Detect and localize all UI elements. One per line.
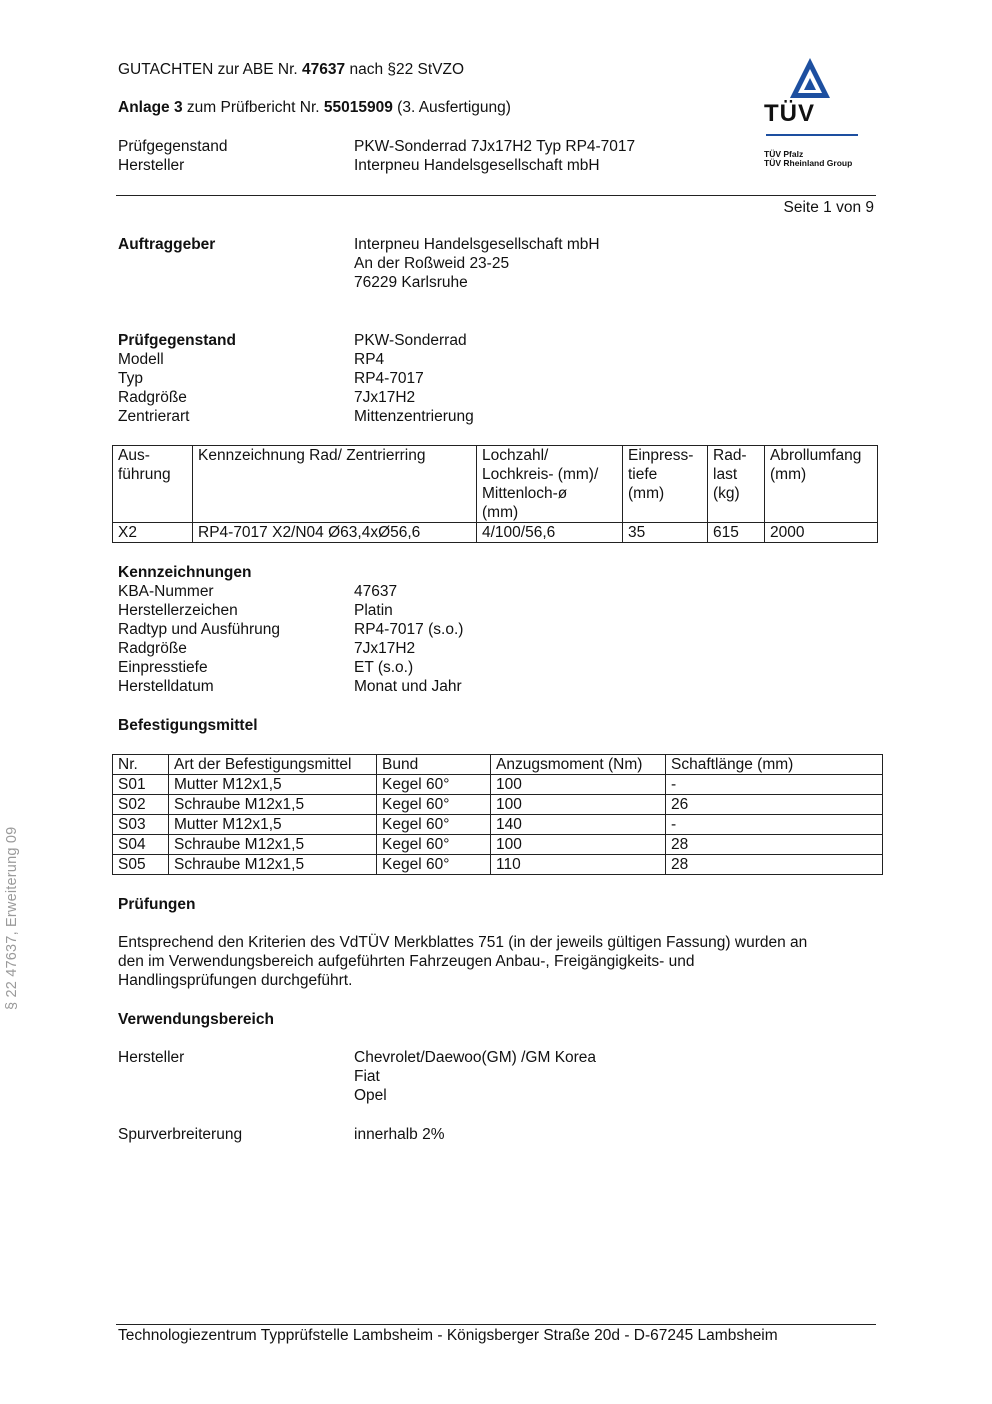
pruefungen-title: Prüfungen [118,896,196,913]
pruef-label: Prüfgegenstand [118,332,236,349]
list-label: Herstelldatum [118,678,214,695]
pruef-value: 7Jx17H2 [354,389,416,406]
hersteller-value: Chevrolet/Daewoo(GM) /GM Korea [354,1049,597,1066]
table-cell: 26 [666,795,883,815]
tuv-line1: TÜV Pfalz [764,149,804,159]
table-cell: Schraube M12x1,5 [169,855,377,875]
table-row [113,855,883,875]
pruefungen-text [118,933,888,990]
table-cell: 28 [666,835,883,855]
header-value: Interpneu Handelsgesellschaft mbH [354,157,600,174]
header-cell: Anzugsmoment (Nm) [491,755,666,775]
header-cell: Art der Befestigungsmittel [169,755,377,775]
table-cell: S02 [113,795,169,815]
list-value: 7Jx17H2 [354,640,416,657]
table-cell: Kegel 60° [377,835,491,855]
auftraggeber-block [118,235,600,292]
pruef-row [118,331,474,350]
pruefgegenstand-block [118,331,474,426]
tuv-logo [758,54,876,174]
list-value: ET (s.o.) [354,659,414,676]
header-label: Hersteller [118,157,185,174]
list-label: KBA-Nummer [118,583,214,600]
pruef-value: Mittenzentrierung [354,408,474,425]
table-cell: Mutter M12x1,5 [169,815,377,835]
wheel-table [112,445,878,543]
header-cell: Abrollumfang (mm) [765,446,878,523]
table-cell: 110 [491,855,666,875]
table-cell: 4/100/56,6 [477,523,623,543]
pruef-value: PKW-Sonderrad [354,332,467,349]
hersteller-row [118,1086,596,1105]
befestigung-title: Befestigungsmittel [118,717,258,734]
verwendungsbereich-title: Verwendungsbereich [118,1011,274,1028]
table-cell: 140 [491,815,666,835]
report-number: 55015909 [323,99,393,116]
pruef-row [118,350,474,369]
hersteller-value: Fiat [354,1068,380,1085]
table-cell: Kegel 60° [377,795,491,815]
kennzeichnungen-title: Kennzeichnungen [118,564,252,581]
footer-divider [116,1324,876,1325]
pruef-row [118,369,474,388]
table-cell: Kegel 60° [377,815,491,835]
table-cell: - [666,775,883,795]
table-cell: S04 [113,835,169,855]
table-cell: 100 [491,795,666,815]
list-item [118,658,463,677]
list-value: RP4-7017 (s.o.) [354,621,464,638]
header-cell: Schaftlänge (mm) [666,755,883,775]
table-cell: Kegel 60° [377,775,491,795]
pruef-label: Typ [118,370,143,387]
fastener-table-header [113,755,883,775]
list-value: Platin [354,602,393,619]
spur-block [118,1125,444,1144]
table-cell: 100 [491,835,666,855]
list-label: Herstellerzeichen [118,602,238,619]
pruef-row [118,407,474,426]
table-cell: S01 [113,775,169,795]
pruef-label: Modell [118,351,164,368]
table-cell: 100 [491,775,666,795]
table-cell: 615 [708,523,765,543]
footer-text: Technologiezentrum Typprüfstelle Lambsheim - Königsberger Straße 20d - D-67245 Lambsheim [118,1327,778,1344]
list-item [118,677,463,696]
hersteller-block [118,1048,596,1105]
auftraggeber-name: Interpneu Handelsgesellschaft mbH [354,236,600,253]
pruef-label: Radgröße [118,389,187,406]
annex-label: Anlage 3 [118,99,183,116]
list-label: Radgröße [118,640,187,657]
pruef-value: RP4 [354,351,385,368]
table-cell: S03 [113,815,169,835]
auftraggeber-label: Auftraggeber [118,236,216,253]
table-row [113,775,883,795]
page-number: Seite 1 von 9 [783,199,874,216]
table-cell: Mutter M12x1,5 [169,775,377,795]
table-row [113,523,878,543]
spur-label: Spurverbreiterung [118,1126,243,1143]
table-cell: X2 [113,523,193,543]
auftraggeber-row [118,273,600,292]
fastener-table [112,754,883,875]
report-annex [118,98,511,117]
header-cell: Aus- führung [113,446,193,523]
header-label: Prüfgegenstand [118,138,228,155]
tuv-brand: TÜV [764,100,815,127]
header-cell: Rad- last (kg) [708,446,765,523]
table-cell: 35 [623,523,708,543]
header-info [118,137,635,175]
header-row [118,137,635,156]
annex-mid: zum Prüfbericht Nr. [186,99,320,116]
abe-number: 47637 [302,61,346,78]
table-row [113,835,883,855]
hersteller-label: Hersteller [118,1049,185,1066]
table-cell: Schraube M12x1,5 [169,795,377,815]
table-cell: - [666,815,883,835]
title-suffix: nach §22 StVZO [349,61,465,78]
spur-value: innerhalb 2% [354,1126,445,1143]
pruef-row [118,388,474,407]
hersteller-row [118,1067,596,1086]
side-note: § 22 47637, Erweiterung 09 [4,826,20,1010]
header-cell: Nr. [113,755,169,775]
header-cell: Bund [377,755,491,775]
header-value: PKW-Sonderrad 7Jx17H2 Typ RP4-7017 [354,138,636,155]
report-title [118,60,464,79]
table-cell: 2000 [765,523,878,543]
list-value: 47637 [354,583,398,600]
table-cell: 28 [666,855,883,875]
auftraggeber-row [118,254,600,273]
header-divider [116,195,876,196]
hersteller-row [118,1048,596,1067]
tuv-line2: TÜV Rheinland Group [764,158,853,168]
list-item [118,582,463,601]
paragraph-line: Entsprechend den Kriterien des VdTÜV Merkblattes 751 (in der jeweils gültigen Fassung) wurden an [118,934,808,951]
paragraph-line: Handlingsprüfungen durchgeführt. [118,972,353,989]
list-item [118,639,463,658]
list-item [118,601,463,620]
annex-suffix: (3. Ausfertigung) [397,99,511,116]
list-label: Radtyp und Ausführung [118,621,281,638]
list-value: Monat und Jahr [354,678,462,695]
wheel-table-header [113,446,878,523]
pruef-label: Zentrierart [118,408,190,425]
table-cell: Schraube M12x1,5 [169,835,377,855]
title-prefix: GUTACHTEN zur ABE Nr. [118,61,298,78]
pruef-value: RP4-7017 [354,370,424,387]
header-cell: Kennzeichnung Rad/ Zentrierring [193,446,477,523]
header-cell: Einpress- tiefe (mm) [623,446,708,523]
table-cell: S05 [113,855,169,875]
kennzeichnungen-list [118,582,463,696]
spur-row [118,1125,444,1144]
auftraggeber-street: An der Roßweid 23-25 [354,255,510,272]
hersteller-value: Opel [354,1087,387,1104]
paragraph-line: den im Verwendungsbereich aufgeführten Fahrzeugen Anbau-, Freigängigkeits- und [118,953,695,970]
table-cell: RP4-7017 X2/N04 Ø63,4xØ56,6 [193,523,477,543]
auftraggeber-city: 76229 Karlsruhe [354,274,468,291]
header-cell: Lochzahl/ Lochkreis- (mm)/ Mittenloch-ø (mm) [477,446,623,523]
table-cell: Kegel 60° [377,855,491,875]
table-row [113,815,883,835]
list-label: Einpresstiefe [118,659,208,676]
auftraggeber-row [118,235,600,254]
table-row [113,795,883,815]
list-item [118,620,463,639]
header-row [118,156,635,175]
